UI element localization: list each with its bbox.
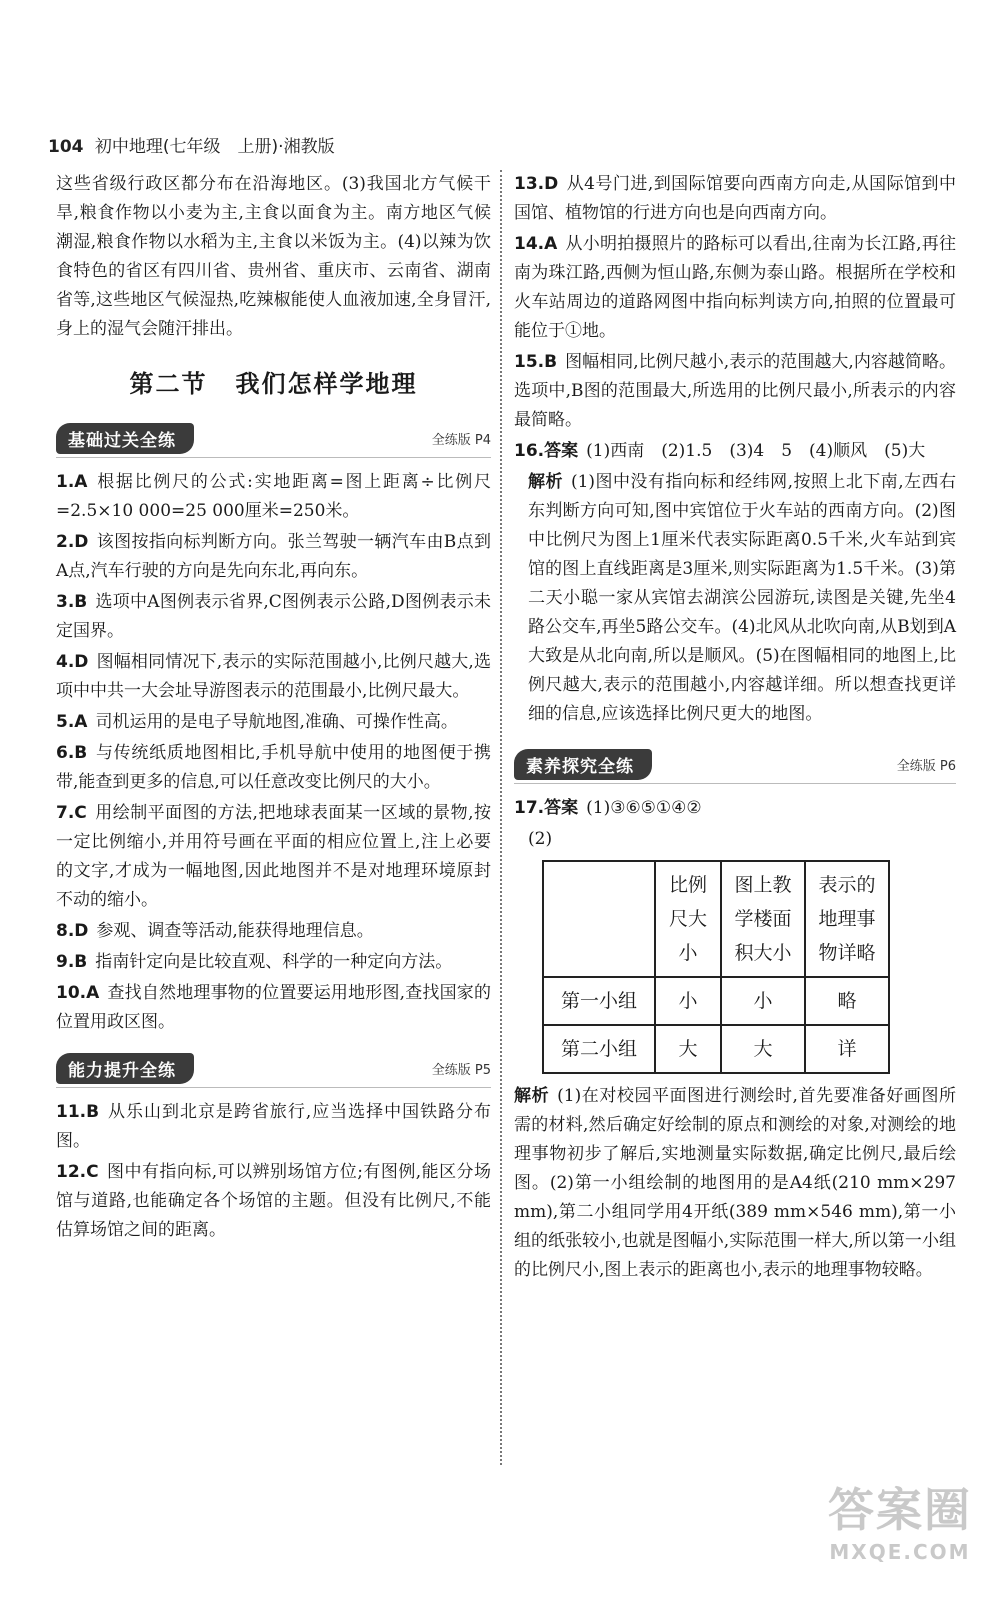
- table-header: 图上教学楼面积大小: [721, 861, 805, 977]
- comparison-table: [542, 860, 890, 1074]
- answer-text: 用绘制平面图的方法,把地球表面某一区域的景物,按一定比例缩小,并用符号画在平面的相应位置上,注上必要的文字,才成为一幅地图,因此地图并不是对地理环境原封不动的缩小。: [56, 803, 491, 910]
- answer-text: 司机运用的是电子导航地图,准确、可操作性高。: [95, 712, 458, 732]
- section-name: 我们怎样学地理: [235, 370, 418, 398]
- table-cell: 详: [805, 1025, 889, 1073]
- band-basic-ref: 全练版 P4: [431, 433, 491, 448]
- q17-number: 17.答案: [514, 798, 579, 818]
- q16-analysis-text: (1)图中没有指向标和经纬网,按照上北下南,左西右东判断方向可知,图中宾馆位于火车站的西南方向。(2)图中比例尺为图上1厘米代表实际距离0.5千米,火车站到宾馆的图上直线距离是3厘米,则实际距离为1.5千米。(3)第二天小聪一家从宾馆去湖滨公园游玩,读图是关键,先坐4路公交车,再坐5路公交车。(4)北风从北吹向南,从B划到A大致是从北向南,所以是顺风。(5)在图幅相同的地图上,比例尺越大,表示的范围越小,内容越详细。所以想查找更详细的信息,应该选择比例尺更大的地图。: [528, 472, 957, 724]
- answer-number: 8.D: [56, 921, 89, 941]
- answer-text: 根据比例尺的公式:实地距离=图上距离÷比例尺=2.5×10 000=25 000厘米=250米。: [56, 472, 491, 521]
- answer-item: [56, 979, 491, 1037]
- answer-item: [56, 468, 491, 526]
- ability-answers: [56, 1098, 491, 1245]
- watermark-url: MXQE.COM: [829, 1540, 971, 1564]
- q17-answer-text: (1)③⑥⑤①④②: [586, 798, 702, 818]
- q16-analysis-tag: 解析: [528, 472, 563, 492]
- table-cell: 大: [655, 1025, 721, 1073]
- answer-item: [56, 739, 491, 797]
- answer-number: 2.D: [56, 532, 89, 552]
- band-basic: [56, 423, 491, 454]
- watermark-logo: [828, 1474, 972, 1564]
- table-cell: 大: [721, 1025, 805, 1073]
- answer-number: 3.B: [56, 592, 88, 612]
- answer-item: [56, 708, 491, 737]
- band-ability: [56, 1053, 491, 1084]
- q17-answer: [514, 794, 956, 823]
- column-divider: [500, 170, 502, 1465]
- answer-text: 从小明拍摄照片的路标可以看出,往南为长江路,再往南为珠江路,西侧为恒山路,东侧为泰山路。根据所在学校和火车站周边的道路网图中指向标判读方向,拍照的位置最可能位于①地。: [514, 234, 956, 341]
- answer-text: 图幅相同情况下,表示的实际范围越小,比例尺越大,选项中中共一大会址导游图表示的范围最小,比例尺最大。: [56, 652, 491, 701]
- book-title: 初中地理(七年级 上册)·湘教版: [94, 137, 335, 157]
- answer-text: 参观、调查等活动,能获得地理信息。: [96, 921, 374, 941]
- answer-number: 12.C: [56, 1162, 99, 1182]
- table-row-label: 第一小组: [543, 977, 655, 1025]
- left-column: [56, 170, 491, 1247]
- answer-number: 7.C: [56, 803, 87, 823]
- band-ability-label: 能力提升全练: [56, 1053, 194, 1084]
- answer-item: [56, 1158, 491, 1245]
- q16-answer: [514, 437, 956, 466]
- band-inquiry-ref: 全练版 P6: [896, 759, 956, 774]
- answer-number: 14.A: [514, 234, 558, 254]
- answer-item: [56, 917, 491, 946]
- table-header: 比例尺大小: [655, 861, 721, 977]
- table-cell: 小: [655, 977, 721, 1025]
- section-title: [56, 364, 491, 399]
- answer-number: 9.B: [56, 952, 88, 972]
- answer-number: 15.B: [514, 352, 558, 372]
- answer-text: 查找自然地理事物的位置要运用地形图,查找国家的位置用政区图。: [56, 983, 491, 1032]
- answer-item: [56, 648, 491, 706]
- q16-analysis: [514, 468, 956, 729]
- table-header-row: [543, 861, 889, 977]
- answer-number: 1.A: [56, 472, 88, 492]
- answer-item: [56, 1098, 491, 1156]
- table-corner: [543, 861, 655, 977]
- basic-answers: [56, 468, 491, 1037]
- intro-paragraph: 这些省级行政区都分布在沿海地区。(3)我国北方气候干旱,粮食作物以小麦为主,主食以面食为主。南方地区气候潮湿,粮食作物以水稻为主,主食以米饭为主。(4)以辣为饮食特色的省区有四川省、贵州省、重庆市、云南省、湖南省等,这些地区气候湿热,吃辣椒能使人血液加速,全身冒汗,身上的湿气会随汗排出。: [56, 174, 491, 339]
- right-column: [514, 170, 956, 1287]
- q16-answer-text: (1)西南 (2)1.5 (3)4 5 (4)顺风 (5)大: [586, 441, 926, 461]
- answer-number: 11.B: [56, 1102, 100, 1122]
- section-number: 第二节: [129, 370, 208, 398]
- answer-text: 图中有指向标,可以辨别场馆方位;有图例,能区分场馆与道路,也能确定各个场馆的主题。但没有比例尺,不能估算场馆之间的距离。: [56, 1162, 491, 1240]
- answer-text: 指南针定向是比较直观、科学的一种定向方法。: [95, 952, 453, 972]
- answer-text: 选项中A图例表示省界,C图例表示公路,D图例表示未定国界。: [56, 592, 491, 641]
- answer-text: 与传统纸质地图相比,手机导航中使用的地图便于携带,能查到更多的信息,可以任意改变比例尺的大小。: [56, 743, 491, 792]
- answer-item: [514, 348, 956, 435]
- answer-text: 图幅相同,比例尺越小,表示的范围越大,内容越简略。选项中,B图的范围最大,所选用的比例尺最小,所表示的内容最简略。: [514, 352, 956, 430]
- answer-item: [56, 799, 491, 915]
- page-number: 104: [48, 137, 84, 157]
- table-cell: 略: [805, 977, 889, 1025]
- right-answers: [514, 170, 956, 435]
- page-header: [48, 132, 335, 157]
- table-cell: 小: [721, 977, 805, 1025]
- table-row: [543, 977, 889, 1025]
- table-header: 表示的地理事物详略: [805, 861, 889, 977]
- band-basic-label: 基础过关全练: [56, 423, 194, 454]
- answer-number: 5.A: [56, 712, 88, 732]
- table-row: [543, 1025, 889, 1073]
- answer-number: 6.B: [56, 743, 88, 763]
- answer-text: 从乐山到北京是跨省旅行,应当选择中国铁路分布图。: [56, 1102, 491, 1151]
- band-inquiry-label: 素养探究全练: [514, 749, 652, 780]
- answer-text: 从4号门进,到国际馆要向西南方向走,从国际馆到中国馆、植物馆的行进方向也是向西南方向。: [514, 174, 956, 223]
- q17-part2: (2): [528, 829, 553, 849]
- answer-text: 该图按指向标判断方向。张兰驾驶一辆汽车由B点到A点,汽车行驶的方向是先向东北,再向东。: [56, 532, 491, 581]
- q17-analysis-tag: 解析: [514, 1086, 550, 1106]
- band-ability-ref: 全练版 P5: [431, 1063, 491, 1078]
- answer-item: [56, 528, 491, 586]
- answer-number: 4.D: [56, 652, 89, 672]
- table-row-label: 第二小组: [543, 1025, 655, 1073]
- answer-number: 10.A: [56, 983, 100, 1003]
- band-inquiry: [514, 749, 956, 780]
- answer-item: [56, 948, 491, 977]
- answer-number: 13.D: [514, 174, 559, 194]
- q16-number: 16.答案: [514, 441, 579, 461]
- answer-item: [56, 588, 491, 646]
- q17-analysis-text: (1)在对校园平面图进行测绘时,首先要准备好画图所需的材料,然后确定好绘制的原点和测绘的对象,对测绘的地理事物初步了解后,实地测量实际数据,确定比例尺,最后绘图。(2)第一小组绘制的地图用的是A4纸(210 mm×297 mm),第二小组同学用4开纸(389 mm×546 mm),第一小组的纸张较小,也就是图幅小,实际范围一样大,所以第一小组的比例尺小,图上表示的距离也小,表示的地理事物较略。: [514, 1086, 957, 1280]
- answer-item: [514, 230, 956, 346]
- watermark-title: 答案圈: [828, 1483, 972, 1537]
- answer-item: [514, 170, 956, 228]
- q17-analysis: [514, 1082, 956, 1285]
